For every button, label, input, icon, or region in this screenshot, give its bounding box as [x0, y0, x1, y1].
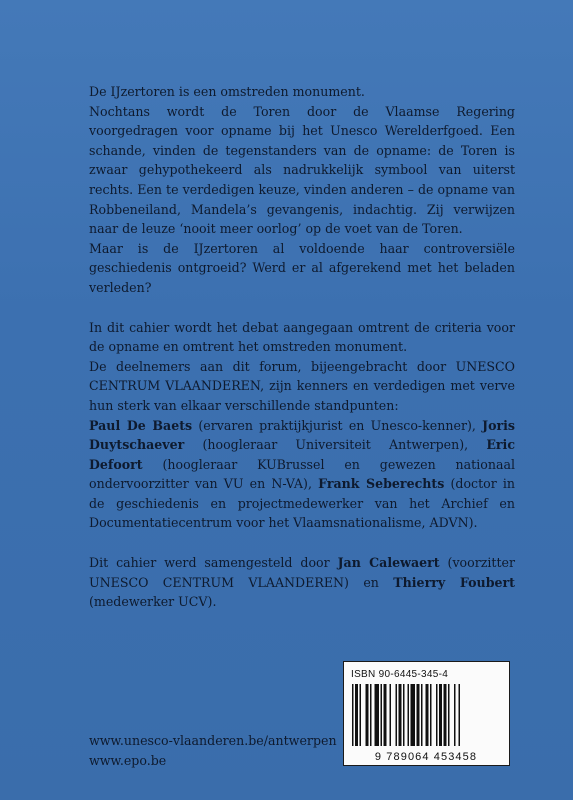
- compiled-mid: (voorzitter UNESCO CENTRUM VLAANDEREN) en: [89, 555, 515, 590]
- participant-name: Paul De Baets: [89, 417, 193, 433]
- blurb-text: [89, 82, 515, 612]
- link-unesco[interactable]: www.unesco-vlaanderen.be/antwerpen: [89, 733, 337, 748]
- paragraph-compiled: [89, 553, 515, 612]
- website-links: [89, 731, 337, 770]
- paragraph-participants: [89, 416, 515, 534]
- participant-name: Frank Seberechts: [318, 476, 445, 492]
- editor-name: Jan Calewaert: [337, 555, 440, 571]
- participant-desc: (hoogleraar Universiteit Antwerpen),: [184, 437, 487, 453]
- compiled-intro: Dit cahier werd samengesteld door: [89, 555, 338, 571]
- barcode-panel: [343, 661, 510, 766]
- participant-name: Joris Duytschaever: [89, 417, 515, 453]
- paragraph-forum: De deelnemers aan dit forum, bijeengebracht door UNESCO CENTRUM VLAANDEREN, zijn kenners en verdedigen met verve hun sterk van elkaar verschillende standpunten:: [89, 358, 515, 413]
- participant-name: Eric Defoort: [89, 437, 515, 472]
- paragraph-debate: In dit cahier wordt het debat aangegaan omtrent de criteria voor de opname en omtrent het omstreden monument.: [89, 319, 515, 355]
- paragraph-question: Maar is de IJzertoren al voldoende haar controversiële geschiedenis ontgroeid? Werd er al afgerekend met het beladen verleden?: [89, 240, 515, 295]
- isbn-label: ISBN 90-6445-345-4: [351, 669, 449, 680]
- paragraph-intro: De IJzertoren is een omstreden monument.: [89, 84, 365, 99]
- ean-number: 9 789064 453458: [374, 751, 478, 763]
- participant-desc: (doctor in de geschiedenis en projectmedewerker van het Archief en Documentatiecentrum voor het Vlaamsnationalisme, ADVN).: [89, 476, 516, 531]
- editor-name: Thierry Foubert: [393, 574, 515, 590]
- link-epo[interactable]: www.epo.be: [89, 752, 167, 768]
- participant-desc: (hoogleraar KUBrussel en gewezen nationaal ondervoorzitter van VU en N-VA),: [89, 456, 515, 492]
- paragraph-controversy: Nochtans wordt de Toren door de Vlaamse Regering voorgedragen voor opname bij het Unesco Werelderfgoed. Een schande, vinden de tegenstanders van de opname: de Toren is zwaar gehypothekeerd als nadrukkelijk symbool van uiterst rechts. Een te verdedigen keuze, vinden anderen – de opname van Robbeneiland, Mandela’s gevangenis, indachtig. Zij verwijzen naar de leuze ‘nooit meer oorlog’ op de voet van de Toren.: [89, 103, 515, 237]
- participant-desc: (ervaren praktijkjurist en Unesco-kenner),: [192, 417, 483, 433]
- barcode-icon: [352, 684, 500, 746]
- compiled-end: (medewerker UCV).: [89, 594, 217, 610]
